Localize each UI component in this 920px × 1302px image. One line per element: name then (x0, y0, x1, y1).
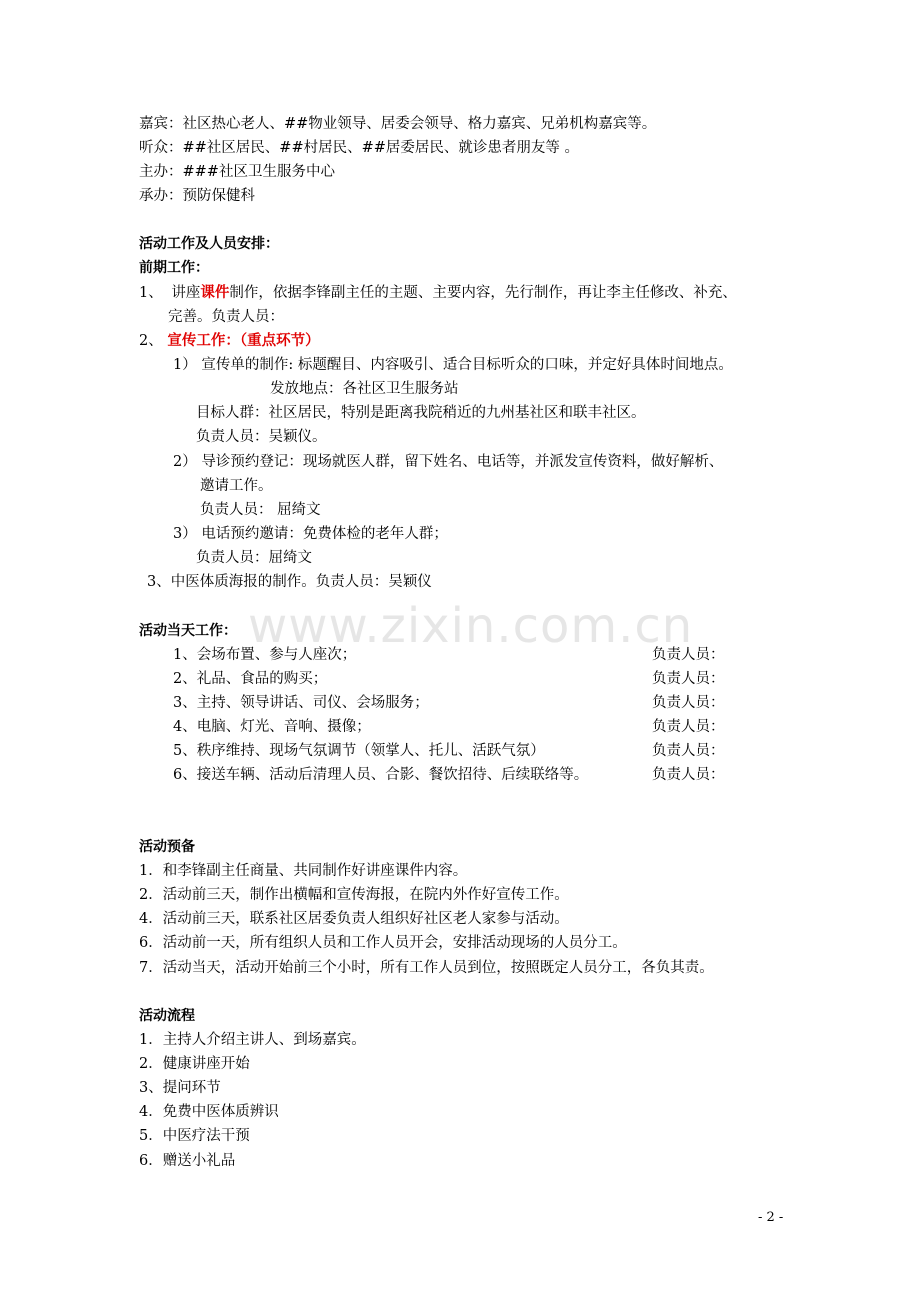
item1-post: 制作，依据李锋副主任的主题、主要内容，先行制作，再让李主任修改、补充、 (229, 285, 737, 301)
organizer-line: 承办：预防保健科 (139, 188, 255, 204)
day-work-heading: 活动当天工作： (139, 623, 237, 639)
day-owner-6: 负责人员： (652, 767, 725, 783)
list-item: 1．和李锋副主任商量、共同制作好讲座课件内容。 (139, 863, 468, 879)
page-number: - 2 - (758, 1210, 784, 1225)
host-line: 主办：###社区卫生服务中心 (139, 164, 335, 180)
item2-title: 宣传工作：（重点环节） (167, 333, 320, 349)
day-task-2: 2、礼品、食品的购买； (173, 671, 328, 687)
sub1-line4: 负责人员：吴颖仪。 (196, 429, 327, 445)
day-owner-4: 负责人员： (652, 719, 725, 735)
sub2-line1: 2） 导诊预约登记：现场就医人群，留下姓名、电话等，并派发宣传资料，做好解析、 (173, 454, 724, 470)
sub2-line3: 负责人员： 屈绮文 (200, 502, 321, 518)
list-item: 3、提问环节 (139, 1080, 221, 1096)
item1-continuation: 完善。负责人员： (168, 309, 284, 325)
item1-num: 1、 (139, 285, 163, 301)
guests-line: 嘉宾：社区热心老人、##物业领导、居委会领导、格力嘉宾、兄弟机构嘉宾等。 (139, 116, 657, 132)
item3-line: 3、中医体质海报的制作。负责人员：吴颖仪 (147, 574, 432, 590)
day-owner-2: 负责人员： (652, 671, 725, 687)
list-item: 7．活动当天，活动开始前三个小时，所有工作人员到位，按照既定人员分工，各负其责。 (139, 960, 714, 976)
item1-line (139, 283, 737, 303)
day-owner-5: 负责人员： (652, 743, 725, 759)
audience-line: 听众：##社区居民、##村居民、##居委居民、就诊患者朋友等 。 (139, 140, 580, 156)
day-task-5: 5、秩序维持、现场气氛调节（领掌人、托儿、活跃气氛） (173, 743, 545, 759)
list-item: 4．活动前三天，联系社区居委负责人组织好社区老人家参与活动。 (139, 911, 569, 927)
day-task-1: 1、会场布置、参与人座次； (173, 647, 357, 663)
list-item: 2．健康讲座开始 (139, 1056, 250, 1072)
flow-heading: 活动流程 (139, 1008, 195, 1024)
day-owner-1: 负责人员： (652, 647, 725, 663)
item2-num: 2、 (139, 333, 163, 349)
day-task-3: 3、主持、领导讲话、司仪、会场服务； (173, 695, 429, 711)
list-item: 6．活动前一天，所有组织人员和工作人员开会，安排活动现场的人员分工。 (139, 935, 627, 951)
list-item: 5．中医疗法干预 (139, 1128, 250, 1144)
sub2-line2: 邀请工作。 (200, 478, 273, 494)
list-item: 4．免费中医体质辨识 (139, 1104, 279, 1120)
pre-work-heading: 前期工作： (139, 260, 209, 276)
watermark: www.zixin.com.cn (248, 598, 694, 654)
item1-pre: 讲座 (171, 285, 201, 301)
list-item: 1．主持人介绍主讲人、到场嘉宾。 (139, 1032, 366, 1048)
sub1-line1: 1） 宣传单的制作: 标题醒目、内容吸引、适合目标听众的口味，并定好具体时间地点。 (173, 357, 733, 373)
item1-highlight: 课件 (200, 285, 230, 301)
sub1-line2: 发放地点：各社区卫生服务站 (270, 381, 459, 397)
list-item: 6．赠送小礼品 (139, 1153, 236, 1169)
day-owner-3: 负责人员： (652, 695, 725, 711)
sub3-line2: 负责人员：屈绮文 (196, 550, 312, 566)
sub3-line1: 3） 电话预约邀请：免费体检的老年人群； (173, 526, 448, 542)
item2-line (139, 331, 320, 351)
sub1-line3: 目标人群：社区居民，特别是距离我院稍近的九州基社区和联丰社区。 (196, 405, 646, 421)
prep-heading: 活动预备 (139, 839, 195, 855)
day-task-6: 6、接送车辆、活动后清理人员、合影、餐饮招待、后续联络等。 (173, 767, 589, 783)
day-task-4: 4、电脑、灯光、音响、摄像； (173, 719, 371, 735)
list-item: 2．活动前三天，制作出横幅和宣传海报，在院内外作好宣传工作。 (139, 887, 569, 903)
arrangement-heading: 活动工作及人员安排： (139, 236, 279, 252)
